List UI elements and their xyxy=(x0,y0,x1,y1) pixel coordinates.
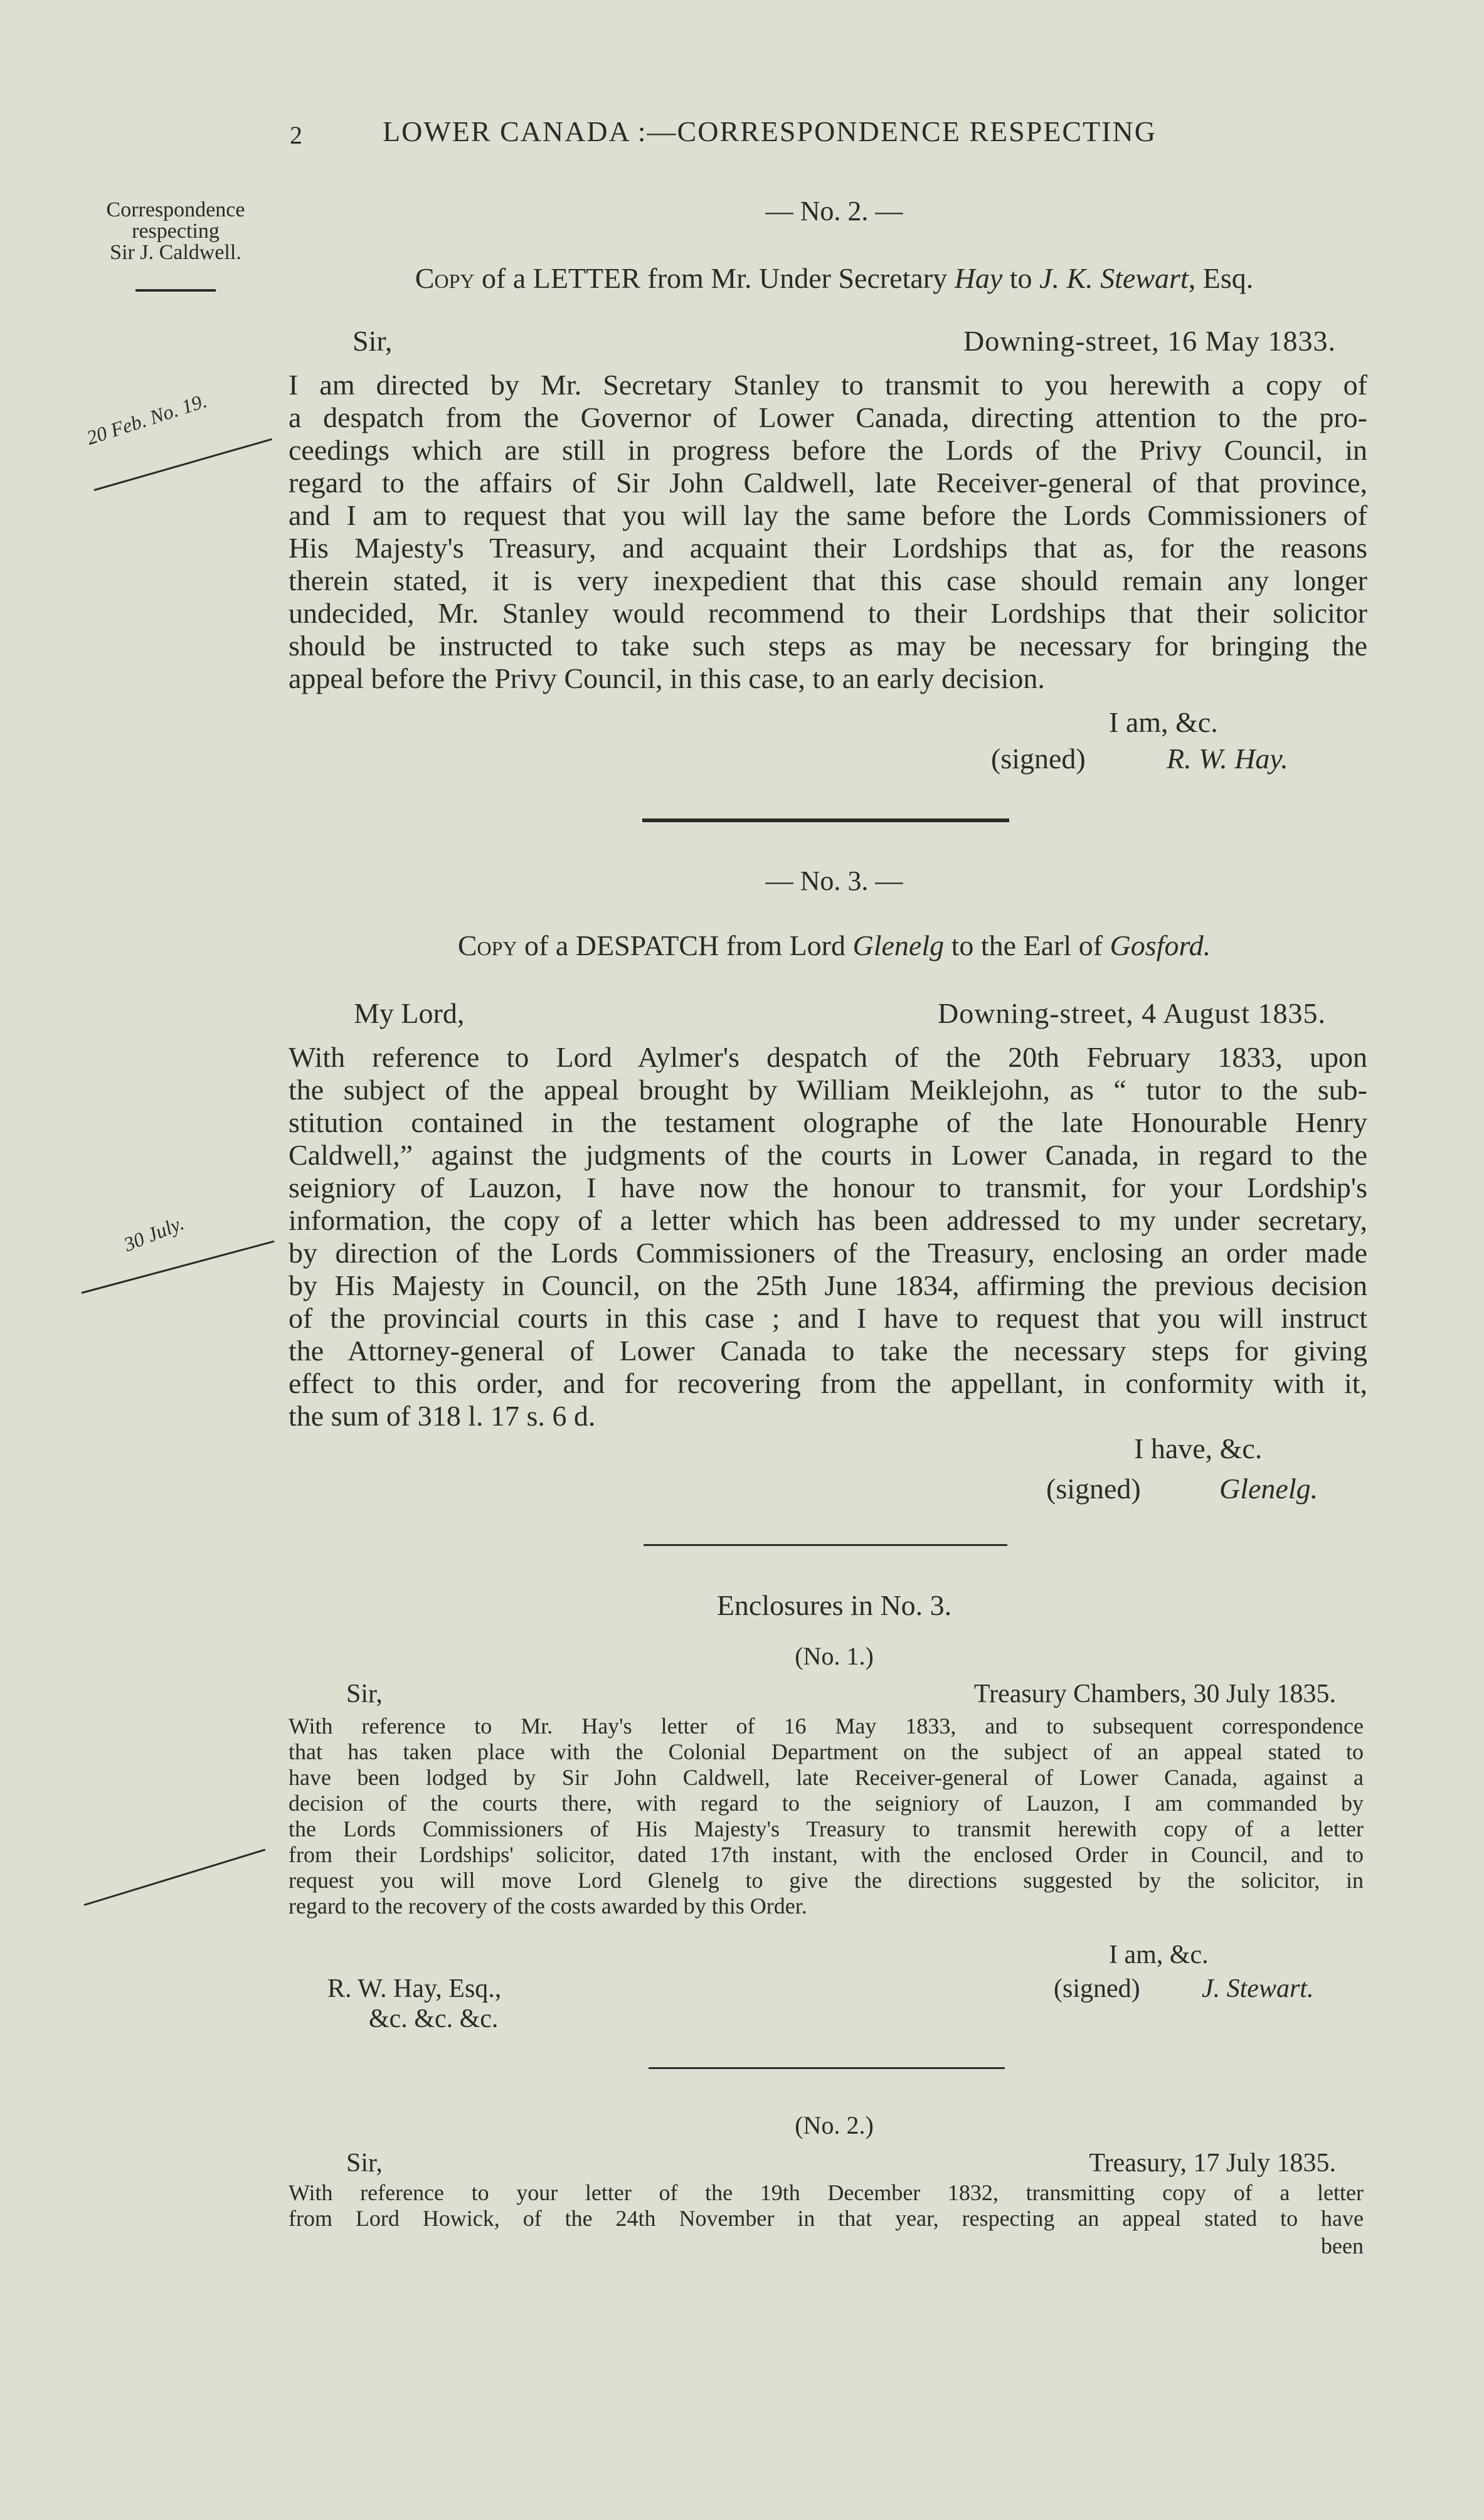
doc2-number: — No. 3. — xyxy=(765,866,903,896)
body-line: information, the copy of a letter which has been addressed to my under secretary, xyxy=(289,1204,1367,1236)
body-line: from Lord Howick, of the 24th November in that year, respecting an appeal stated to have xyxy=(289,2206,1364,2231)
enc1-number: (No. 1.) xyxy=(795,1642,874,1670)
margin-sidenote xyxy=(88,199,263,263)
body-line: therein stated, it is very inexpedient that this case should remain any longer xyxy=(289,564,1367,596)
heading-text: to the Earl of xyxy=(944,929,1110,961)
doc2-signed: (signed) xyxy=(1046,1473,1141,1505)
running-title: LOWER CANADA :—CORRESPONDENCE RESPECTING xyxy=(383,115,1157,147)
body-line: I am directed by Mr. Secretary Stanley to transmit to you herewith a copy of xyxy=(289,369,1367,401)
body-line: seigniory of Lauzon, I have now the honour to transmit, for your Lordship's xyxy=(289,1172,1367,1204)
section-divider xyxy=(649,2067,1005,2069)
body-line: of the provincial courts in this case ; and I have to request that you will instruct xyxy=(289,1302,1367,1334)
doc2-body xyxy=(289,1041,1367,1432)
page-number: 2 xyxy=(290,121,302,149)
enc1-body xyxy=(289,1713,1364,1919)
body-line: stitution contained in the testament olographe of the late Honourable Henry xyxy=(289,1106,1367,1138)
doc1-signed: (signed) xyxy=(991,743,1086,775)
copy-word: Copy xyxy=(457,929,517,961)
heading-text: of a DESPATCH from Lord xyxy=(517,929,853,961)
enc2-number: (No. 2.) xyxy=(795,2111,874,2139)
copy-word: Copy xyxy=(415,262,475,294)
heading-text: of a LETTER from Mr. Under Secretary xyxy=(474,262,955,294)
body-line: request you will move Lord Glenelg to give the directions suggested by the solicitor, in xyxy=(289,1868,1364,1893)
doc2-salutation: My Lord, xyxy=(354,997,465,1029)
enc1-signature: J. Stewart. xyxy=(1202,1974,1314,2003)
catchword: been xyxy=(1321,2233,1364,2258)
doc2-place-date: Downing-street, 4 August 1835. xyxy=(937,997,1326,1029)
margin-date-feb: 20 Feb. No. 19. xyxy=(83,389,210,450)
body-line: His Majesty's Treasury, and acquaint their Lordships that as, for the reasons xyxy=(289,532,1367,564)
margin-date-july: 30 July. xyxy=(120,1211,187,1256)
body-line: the sum of 318 l. 17 s. 6 d. xyxy=(289,1400,596,1432)
doc1-place-date: Downing-street, 16 May 1833. xyxy=(963,325,1336,357)
body-line: should be instructed to take such steps as may be necessary for bringing the xyxy=(289,630,1367,662)
doc1-closing: I am, &c. xyxy=(1109,706,1218,738)
body-line: decision of the courts there, with regard to the seigniory of Lauzon, I am commanded by xyxy=(289,1791,1364,1816)
heading-name: Gosford. xyxy=(1110,929,1211,961)
margin-pointer-line xyxy=(94,438,272,491)
enc2-body xyxy=(289,2180,1364,2231)
heading-name: Glenelg xyxy=(852,929,945,961)
body-line: undecided, Mr. Stanley would recommend to their Lordships that their solicitor xyxy=(289,597,1367,629)
margin-pointer-line xyxy=(84,1849,266,1906)
doc1-number: — No. 2. — xyxy=(765,196,903,226)
doc1-salutation: Sir, xyxy=(352,325,393,357)
sidenote-line: Sir J. Caldwell. xyxy=(110,241,241,264)
enc1-place-date: Treasury Chambers, 30 July 1835. xyxy=(973,1680,1336,1708)
body-line: ceedings which are still in progress before the Lords of the Privy Council, in xyxy=(289,434,1367,466)
enc1-closing: I am, &c. xyxy=(1109,1940,1209,1969)
heading-name: Hay xyxy=(954,262,1003,294)
margin-pointer-line xyxy=(82,1241,275,1294)
doc2-signature: Glenelg. xyxy=(1219,1473,1318,1505)
doc2-heading xyxy=(289,929,1380,962)
body-line: the subject of the appeal brought by William Meiklejohn, as “ tutor to the sub- xyxy=(289,1074,1367,1106)
enc1-addressee-etc: &c. &c. &c. xyxy=(369,2004,499,2033)
body-line: from their Lordships' solicitor, dated 17th instant, with the enclosed Order in Council, and to xyxy=(289,1842,1364,1867)
enclosures-heading: Enclosures in No. 3. xyxy=(716,1589,952,1621)
enc1-signed: (signed) xyxy=(1054,1974,1140,2003)
enc1-addressee: R. W. Hay, Esq., xyxy=(327,1974,502,2003)
heading-name: J. K. Stewart xyxy=(1039,262,1189,294)
body-line: appeal before the Privy Council, in this case, to an early decision. xyxy=(289,662,1045,694)
heading-text: , Esq. xyxy=(1188,262,1254,294)
body-line: and I am to request that you will lay the same before the Lords Commissioners of xyxy=(289,499,1367,531)
enc1-salutation: Sir, xyxy=(346,1680,383,1708)
doc1-heading xyxy=(289,262,1380,295)
doc1-signature: R. W. Hay. xyxy=(1167,743,1288,775)
sidenote-rule xyxy=(135,289,216,292)
sidenote-line: respecting xyxy=(132,220,220,243)
sidenote-line: Correspondence xyxy=(106,198,245,221)
body-line: by direction of the Lords Commissioners of the Treasury, enclosing an order made xyxy=(289,1237,1367,1269)
body-line: regard to the affairs of Sir John Caldwell, late Receiver-general of that province, xyxy=(289,467,1367,499)
body-line: Caldwell,” against the judgments of the courts in Lower Canada, in regard to the xyxy=(289,1139,1367,1171)
body-line: that has taken place with the Colonial Department on the subject of an appeal stated to xyxy=(289,1739,1364,1764)
body-line: have been lodged by Sir John Caldwell, late Receiver-general of Lower Canada, against a xyxy=(289,1765,1364,1790)
body-line: the Lords Commissioners of His Majesty's Treasury to transmit herewith copy of a letter xyxy=(289,1816,1364,1841)
doc2-closing: I have, &c. xyxy=(1134,1432,1263,1464)
body-line: With reference to Mr. Hay's letter of 16 May 1833, and to subsequent correspondence xyxy=(289,1713,1364,1739)
body-line: regard to the recovery of the costs awarded by this Order. xyxy=(289,1893,807,1919)
body-line: effect to this order, and for recovering from the appellant, in conformity with it, xyxy=(289,1367,1367,1399)
enc2-salutation: Sir, xyxy=(346,2149,383,2178)
body-line: With reference to your letter of the 19th December 1832, transmitting copy of a letter xyxy=(289,2180,1364,2205)
section-divider xyxy=(644,1544,1007,1546)
body-line: With reference to Lord Aylmer's despatch of the 20th February 1833, upon xyxy=(289,1041,1367,1073)
enc2-place-date: Treasury, 17 July 1835. xyxy=(1089,2149,1336,2178)
body-line: the Attorney-general of Lower Canada to take the necessary steps for giving xyxy=(289,1335,1367,1367)
body-line: by His Majesty in Council, on the 25th June 1834, affirming the previous decision xyxy=(289,1269,1367,1301)
body-line: a despatch from the Governor of Lower Canada, directing attention to the pro- xyxy=(289,401,1367,433)
heading-text: to xyxy=(1002,262,1040,294)
doc1-body xyxy=(289,369,1367,695)
section-divider xyxy=(642,818,1009,822)
